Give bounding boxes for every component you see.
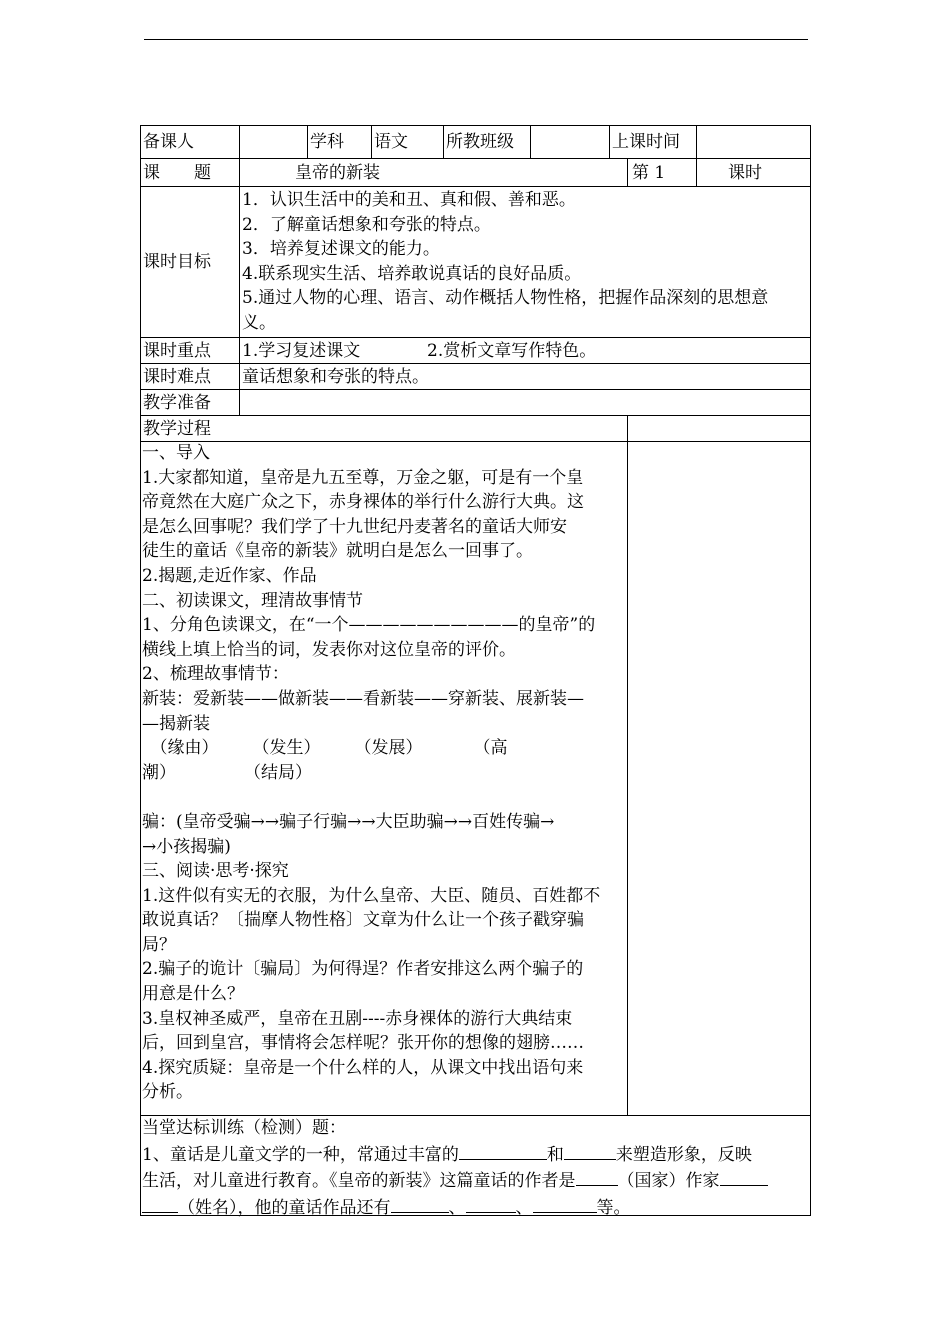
col-divider	[239, 125, 240, 158]
col-divider	[609, 125, 610, 158]
process-line: 2.骗子的诡计〔骗局〕为何得逞？作者安排这么两个骗子的	[142, 959, 584, 980]
row-divider	[140, 415, 811, 416]
topic-title: 皇帝的新装	[295, 163, 380, 183]
process-line: 4.探究质疑：皇帝是一个什么样的人，从课文中找出语句来	[142, 1057, 584, 1078]
objective-item: 义。	[242, 312, 276, 333]
col-divider	[627, 415, 628, 1115]
subject-value: 语文	[374, 132, 408, 152]
blank-field[interactable]	[720, 1167, 768, 1186]
process-line: 帝竟然在大庭广众之下，赤身裸体的举行什么游行大典。这	[142, 492, 584, 513]
exercise-title: 当堂达标训练（检测）题：	[142, 1118, 346, 1138]
process-line: 1.这件似有实无的衣服，为什么皇帝、大臣、随员、百姓都不	[142, 885, 601, 906]
col-divider	[696, 125, 697, 158]
difficulty-value: 童话想象和夸张的特点。	[242, 367, 429, 387]
key-point-2: 2.赏析文章写作特色。	[427, 341, 597, 361]
objective-item: 1．认识生活中的美和丑、真和假、善和恶。	[242, 190, 576, 210]
exercise-line: （姓名），他的童话作品还有 、 、 等。	[142, 1194, 768, 1221]
header-rule	[144, 39, 808, 40]
col-divider	[239, 186, 240, 415]
objectives-list	[242, 188, 768, 335]
process-line: 局？	[142, 934, 176, 955]
row-divider	[140, 389, 811, 390]
process-line: 徒生的童话《皇帝的新装》就明白是怎么一回事了。	[142, 541, 533, 562]
process-line: （缘由） （发生） （发展） （高	[142, 738, 508, 759]
process-label: 教学过程	[143, 419, 211, 439]
subject-label: 学科	[310, 132, 344, 152]
key-point-1: 1.学习复述课文	[242, 341, 361, 361]
preparation-label: 教学准备	[143, 393, 211, 413]
exercise-section	[142, 1116, 768, 1220]
process-line: 横线上填上恰当的词，发表你对这位皇帝的评价。	[142, 639, 516, 660]
objective-item: 4.联系现实生活、培养敢说真话的良好品质。	[242, 263, 582, 284]
process-line: —揭新装	[142, 713, 210, 734]
process-line: 分析。	[142, 1082, 193, 1103]
process-line: 三、阅读·思考·探究	[142, 861, 289, 882]
blank-field[interactable]	[466, 1194, 516, 1213]
row-divider	[140, 186, 811, 187]
period-number: 第 1	[632, 163, 666, 183]
col-divider	[371, 125, 372, 158]
process-line: 3.皇权神圣威严，皇帝在丑剧----赤身裸体的游行大典结束	[142, 1008, 573, 1029]
process-line: 1.大家都知道，皇帝是九五至尊，万金之躯，可是有一个皇	[142, 467, 584, 488]
exercise-line: 生活，对儿童进行教育。《皇帝的新装》这篇童话的作者是 （国家）作家	[142, 1167, 768, 1194]
process-line: 是怎么回事呢？我们学了十九世纪丹麦著名的童话大师安	[142, 516, 567, 537]
col-divider	[443, 125, 444, 158]
process-line: 后，回到皇宫，事情将会怎样呢？张开你的想像的翅膀……	[142, 1033, 584, 1054]
objective-item: 3．培养复述课文的能力。	[242, 239, 440, 259]
period-unit: 课时	[728, 163, 762, 183]
process-line	[142, 785, 600, 810]
class-label: 所教班级	[446, 132, 514, 152]
row-divider	[140, 363, 811, 364]
blank-field[interactable]	[533, 1194, 597, 1213]
preparer-label: 备课人	[143, 132, 194, 152]
process-line: →小孩揭骗)	[142, 836, 231, 857]
objective-item: 5.通过人物的心理、语言、动作概括人物性格，把握作品深刻的思想意	[242, 288, 769, 308]
process-line: 敢说真话？〔揣摩人物性格〕文章为什么让一个孩子戳穿骗	[142, 910, 584, 931]
blank-field[interactable]	[391, 1194, 449, 1213]
blank-field[interactable]	[564, 1141, 616, 1160]
objectives-label: 课时目标	[143, 252, 211, 272]
process-line: 骗：(皇帝受骗→→骗子行骗→→大臣助骗→→百姓传骗→	[142, 811, 555, 832]
key-points-label: 课时重点	[143, 341, 211, 361]
exercise-line: 1、童话是儿童文学的一种，常通过丰富的 和 来塑造形象，反映	[142, 1141, 768, 1168]
col-divider	[696, 158, 697, 186]
col-divider	[239, 158, 240, 186]
row-divider	[140, 158, 811, 159]
blank-field[interactable]	[576, 1167, 618, 1186]
col-divider	[530, 125, 531, 158]
blank-field[interactable]	[142, 1194, 178, 1213]
process-line: 潮） （结局）	[142, 762, 312, 783]
col-divider	[627, 158, 628, 186]
process-line: 用意是什么？	[142, 984, 244, 1005]
process-content	[142, 441, 600, 1105]
col-divider	[307, 125, 308, 158]
topic-label: 课 题	[143, 163, 211, 183]
process-line: 新装：爱新装——做新装——看新装——穿新装、展新装—	[142, 688, 584, 709]
time-label: 上课时间	[612, 132, 680, 152]
process-line: 1、分角色读课文，在“一个——————————的皇帝”的	[142, 615, 596, 636]
objective-item: 2．了解童话想象和夸张的特点。	[242, 214, 491, 235]
row-divider	[140, 337, 811, 338]
blank-field[interactable]	[459, 1141, 547, 1160]
process-line: 2、梳理故事情节：	[142, 664, 289, 685]
difficulty-label: 课时难点	[143, 367, 211, 387]
process-line: 一、导入	[142, 443, 210, 463]
process-line: 二、初读课文，理清故事情节	[142, 590, 363, 611]
process-line: 2.揭题,走近作家、作品	[142, 565, 317, 586]
